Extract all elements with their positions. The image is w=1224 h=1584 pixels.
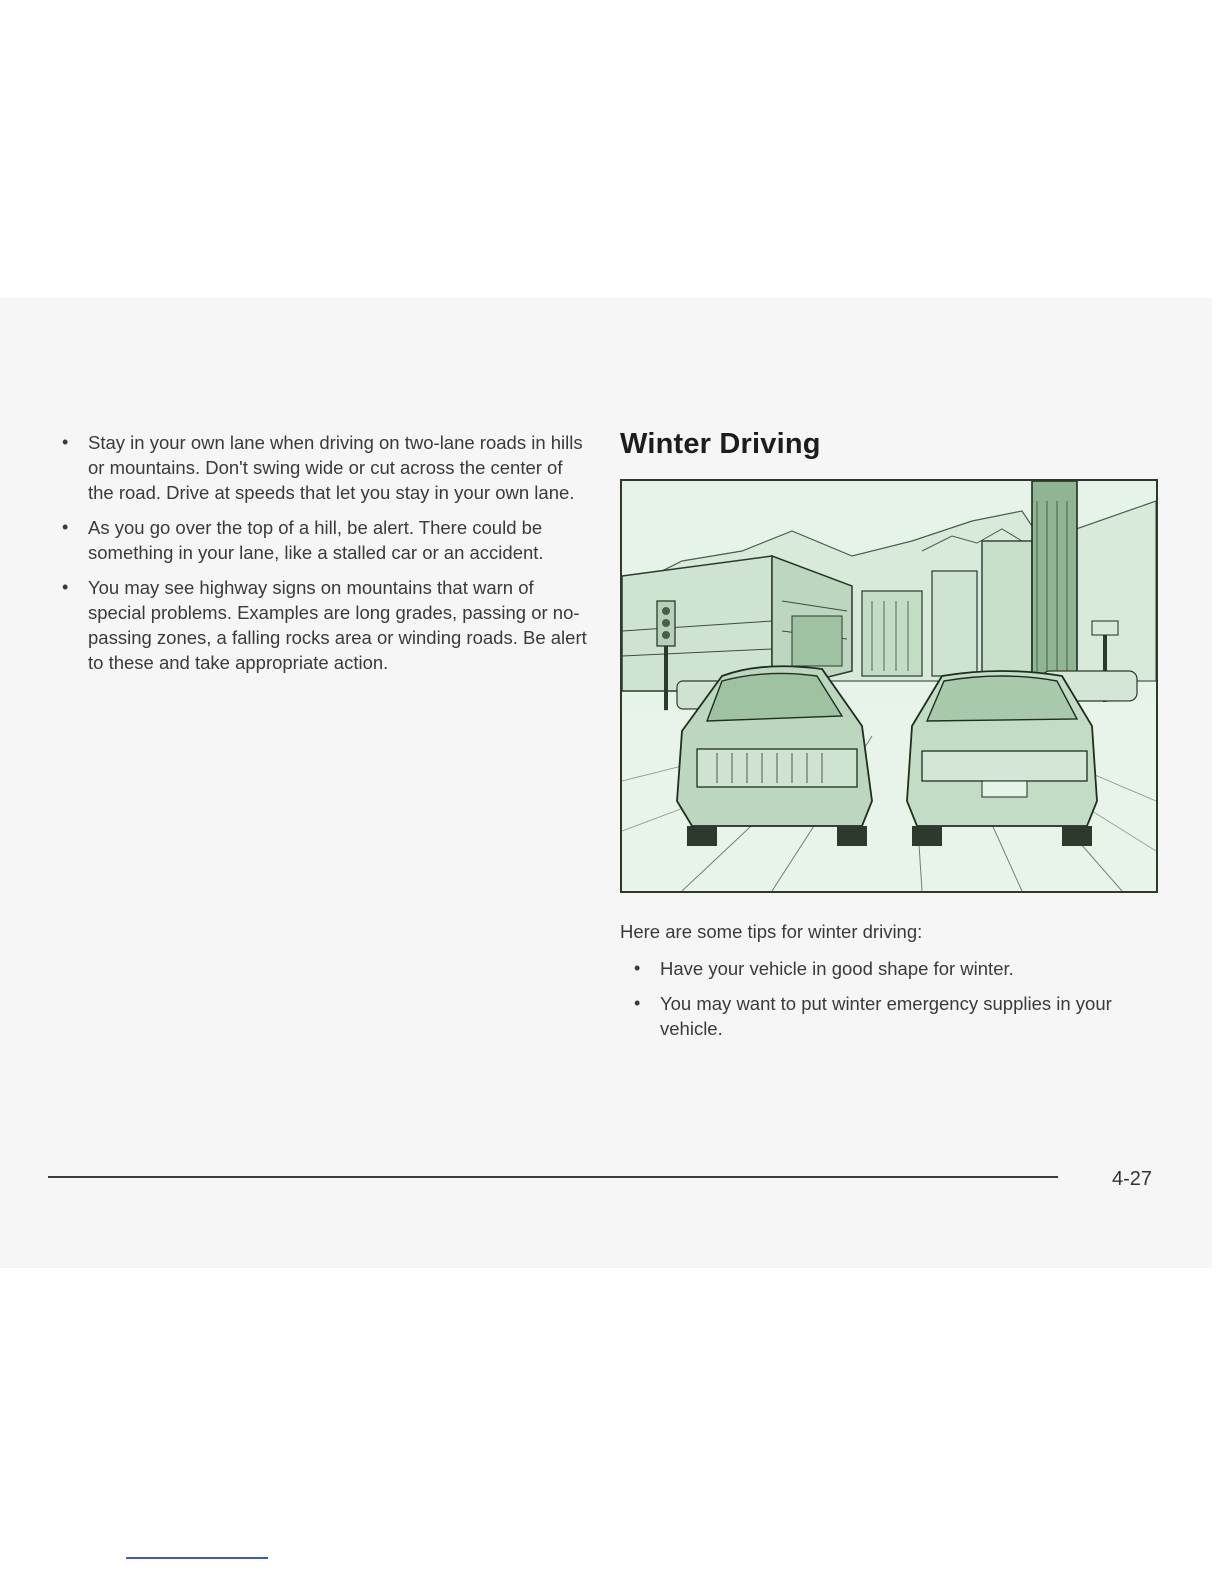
winter-street-scene-image [622,481,1156,891]
footer-rule [48,1176,1058,1178]
winter-tips-list [632,956,1160,1041]
bullet-text: You may see highway signs on mountains that warn of special problems. Examples are long grades, passing or no-passing zones, a falling rocks area or winding roads. Be alert to these and take appropriate action. [88,577,587,673]
list-item [632,956,1160,981]
list-item [60,515,590,565]
right-column [620,428,1160,1051]
bullet-text: Have your vehicle in good shape for winter. [660,958,1014,979]
bullet-text: You may want to put winter emergency supplies in your vehicle. [660,993,1112,1039]
bullet-icon: • [62,432,69,452]
bullet-icon: • [62,577,69,597]
list-item [632,991,1160,1041]
page-number: 4-27 [1112,1168,1153,1190]
left-column [60,430,590,685]
bullet-icon: • [634,993,641,1013]
left-bullet-list [60,430,590,675]
bullet-text: Stay in your own lane when driving on two-lane roads in hills or mountains. Don't swing wide or cut across the center of the road. Drive at speeds that let you stay in your own lane. [88,432,583,503]
section-title: Winter Driving [620,428,821,460]
winter-driving-illustration [620,479,1158,893]
bullet-text: As you go over the top of a hill, be alert. There could be something in your lane, like a stalled car or an accident. [88,517,544,563]
list-item [60,430,590,505]
bullet-icon: • [62,517,69,537]
bottom-link-underline [126,1557,268,1559]
intro-text: Here are some tips for winter driving: [620,921,923,942]
list-item [60,575,590,675]
bullet-icon: • [634,958,641,978]
